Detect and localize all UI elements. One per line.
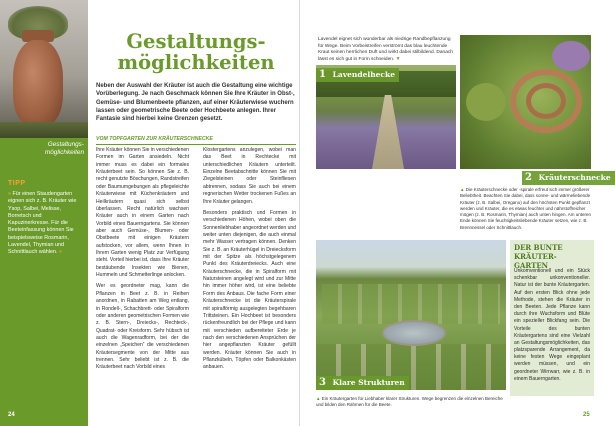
quote-open-icon: » — [8, 191, 11, 197]
info-box-title: DER BUNTE KRÄUTER- GARTEN — [514, 243, 563, 270]
body-paragraph: Wer es geordneter mag, kann die Pflanzen in Beet z. B. in Reihen anordnen, in Rabatten am Weg entlang, in Rondell-, Schachbrett- oder Spiralform oder anderen geometrischen Formen wie z. B. Stern-, Dreiecks-, Rechteck-, Quadrat- oder Kreisform. Sehr hübsch ist auch die Wagenradform, bei der die einzelnen „Speichen“ die verschiedenen Kräutersegmente von der Mitte aus trennen. Sehr beliebt ist z. B. die Kräuterbeet nach Vorbild eines — [96, 283, 189, 371]
herb-spiral-caption-text: Die Kräuterschnecke oder -spirale erfreut sich immer größerer Beliebtheit. Beachten Sie dabei, dass sonne- und wärmeliebende Kräuter (z. B. Salbei, Oregano) auf den höchsten Punkt gepflanzt werden und Kräuter, die es etwas feuchter und nährstoffreicher mögen (z. B. Rosmarin, Thymian) auch unten hingen. Am unteren Ende können Sie feuchtigkeitsliebende Kräuter setzen, wie z. B. Brennnessel oder Schnittlauch. — [460, 187, 591, 230]
photo-number: 3 — [319, 377, 326, 388]
pot-shape — [13, 40, 63, 126]
quote-close-icon: « — [58, 249, 62, 256]
lead-paragraph: Neben der Auswahl der Kräuter ist auch die Gestaltung eine wichtige Vorüberlegung. Je nach Geschmack können Sie Ihre Kräuter in Obst-, Gemüse- und Blumenbeete pflanzen, auf einer Kräuterwiese wuchern lassen oder geometrische Beete oder Hochbeete anlegen. Ihrer Fantasie sind hierbei keine Grenzen gesetzt. — [96, 83, 295, 123]
herb-spiral-photo — [460, 35, 591, 169]
structures-caption-text: Ein Kräutergarten für Liebhaber klarer Strukturen. Wege begrenzen die einzelnen Bereiche und bilden den Rahmen für die Beete. — [316, 396, 503, 408]
photo-label-3 — [316, 376, 409, 390]
ground-shape — [0, 122, 88, 138]
page-number-right: 25 — [583, 412, 590, 418]
photo-label-2 — [522, 171, 615, 185]
lavender-intro-text: Lavendel eignet sich wunderbar als niedrige Randbepflanzung für Wege. Beim Vorbeistreifen verströmt das blau leuchtende Kraut seinen herrlichen Duft und wirkt dabei stilbildend. Danach lässt es sich gut in Form schneiden. — [318, 37, 453, 63]
bush-shape — [466, 83, 506, 121]
right-page — [300, 0, 611, 426]
photo-label-1 — [316, 68, 399, 82]
sidebar-heading: Gestaltungs- möglichkeiten — [44, 141, 84, 156]
beds-shape — [322, 284, 500, 324]
photo-label-text: Klare Strukturen — [332, 378, 405, 387]
body-column-1 — [96, 147, 189, 376]
arrow-up-icon: ▲ — [460, 187, 465, 192]
page-number-left: 24 — [8, 412, 15, 418]
info-box-text: Unkomventionell und ein Stück schenkbar unkonventioneller. Natur ist der bunte Kräutergarten. Auf den ersten Blick ohne jede Methode, stehen die Kräuter in den Beeten. Jede Pflanze kann durch ihre Wuchsform und Blüte ein spezieller Blickfang sein. Die Vorteile des bunten Kräutergartens sind eine Vielzahl an Gestaltungsmöglichkeiten, das platzsparende Arrangement, da keine festen Wege eingeplant werden müssen, und ein geordneter Wirrwarr, wie z. B. in einem Bauerngarten. — [514, 268, 590, 382]
amphora-photo — [0, 0, 88, 138]
arrow-up-icon: ▲ — [316, 396, 321, 401]
photo-label-text: Lavendelhecke — [332, 70, 395, 79]
left-page — [0, 0, 300, 426]
body-paragraph: Ihre Kräuter können Sie in verschiedenen Formen im Garten ansiedeln. Nicht immer muss es dabei ein formales Kräuterbeet sein. So können Sie z. B. recht genutzte Böschungen, Randstreifen oder Baumumgebungen als pflegeleichte Kräuterwiese mit Küchenkräutern und Heilkräutern quasi sich selbst überlassen. Recht natürlich wachsen Kräuter auch in einem Garten nach Vorbild eines Bauerngartens. Sie können aber auch Gemüse-, Blumen- oder Obstbeete mit einigen Kräutern aufstocken, vor allem, wenn Ihnen in Ihrem Garten wenig Platz zur Verfügung steht. Vorteil hierbei ist, dass Ihre Kräuter bestäubende Insekten wie Bienen, Hummeln und Schmetterlinge anlocken. — [96, 147, 189, 279]
info-box — [510, 240, 594, 396]
photo-label-text: Kräuterschnecke — [538, 173, 611, 182]
path-shape — [372, 95, 404, 169]
spiral-inner-wall-shape — [526, 83, 566, 119]
page-title: Gestaltungs- möglichkeiten — [117, 30, 275, 74]
herb-spiral-caption — [460, 187, 593, 231]
tip-label: TIPP — [8, 180, 26, 187]
flower-bush-shape — [552, 41, 590, 71]
tip-text: Für einen Staudengarten eignen sich z. B. Kräuter wie Ysop, Salbei, Melisse, Borretsch und Kapuzinerkresse. Für die Beeteinfassung können Sie beispielsweise Rosmarin, Lavendel, Thymian und Schnittlauch wählen. — [8, 191, 77, 256]
fountain-basin-shape — [382, 320, 446, 346]
photo-number: 1 — [319, 69, 326, 80]
body-paragraph: Klostergartens anzulegen, wobei man das Beet in Rechtecke mit unterschiedlichen Kräutern unterteilt. Einzelne Beetabschnitte können Sie mit Ziegelsteinen oder Steinfliesen abtrennen, sodass Sie auch bei einem regnerischen Wetter trockenen Fußes an Ihre Kräuter gelangen. — [203, 147, 296, 205]
structured-garden-photo — [316, 240, 506, 390]
section-kicker: VOM TOPFGARTEN ZUR KRÄUTERSCHNECKE — [96, 136, 296, 145]
lavender-intro — [318, 37, 456, 64]
tip-box — [8, 191, 82, 257]
arrow-down-icon: ▼ — [395, 57, 401, 63]
photo-caption — [4, 141, 84, 157]
sidebar — [0, 0, 88, 426]
structures-caption — [316, 396, 508, 409]
body-paragraph: Besonders praktisch und Formen in verschiedenen Höhen, wobei oben die Sonnenliebhaber angeordnet werden und weiter unten diejenigen, die auch einmal mehr Wasser vertragen können. Denken Sie z. B. an Kräuterhügel in Dreiecksform mit der Spitze als höchstgelegenem Punkt des Kräuterdreiecks. Auch eine Kräuterschnecke, die in Spiralform mit Natursteinen angelegt wird und zur Mitte hin immer höher wird, ist eine beliebte Form des Anbaus. Die fache Form einer Kräuterschnecke ist die Kräuterspirale mit spiralförmig ausgelegten begehbaren Trittsteinen. Ein Hochbeet ist besonders rückenfreundlich bei der Pflege und kann mit verschieden aufbereiteter Erde je nach den verschiedenen Ansprüchen der hier angepflanzten Kräuter gefüllt werden. Kräuter können Sie auch in Pflanzkübeln, Töpfen oder Balkonkästen anbauen. — [203, 209, 296, 371]
body-column-2 — [203, 147, 296, 376]
photo-number: 2 — [525, 172, 532, 183]
